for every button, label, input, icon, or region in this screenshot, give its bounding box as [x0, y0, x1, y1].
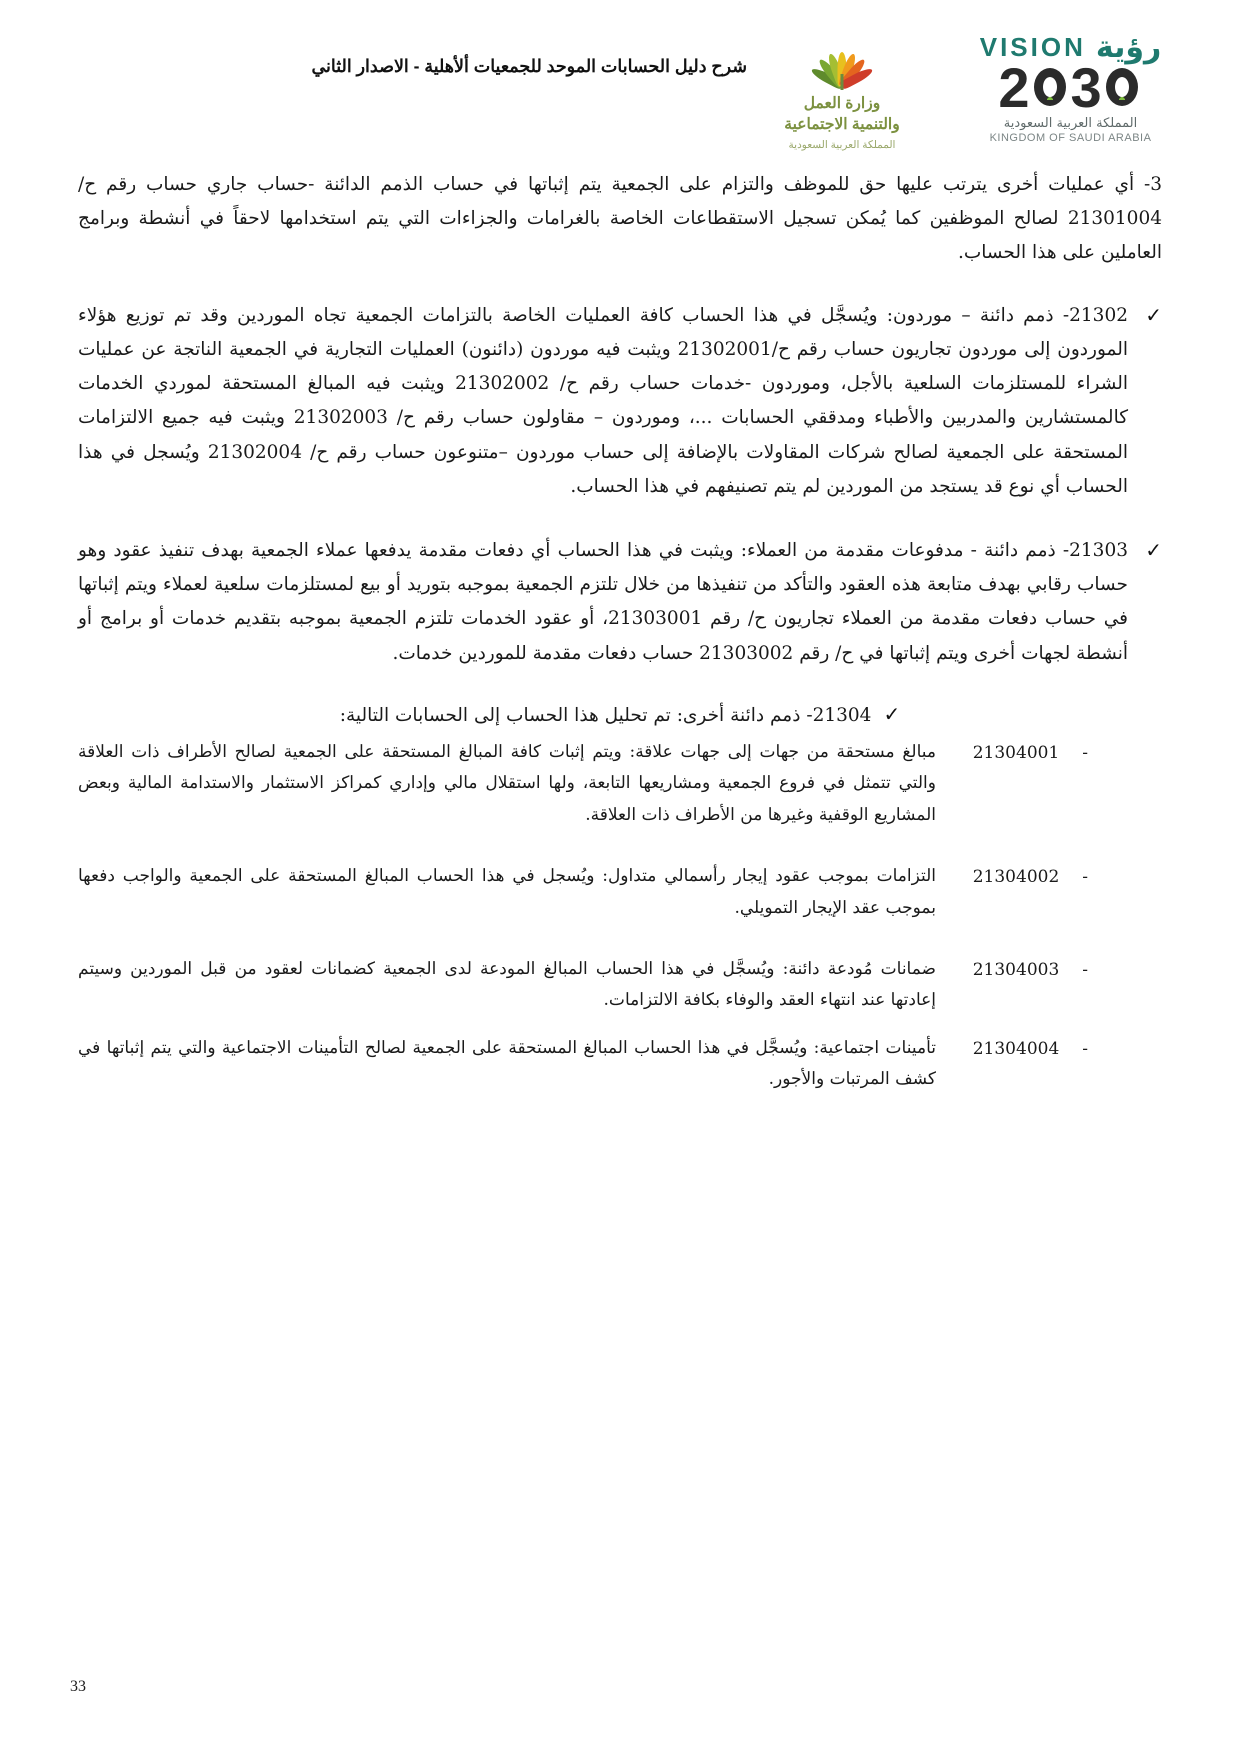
account-description: ضمانات مُودعة دائنة: ويُسجَّل في هذا الحساب المبالغ المودعة لدى الجمعية كضمانات لعقود من قبل الموردين وسيتم إعادتها عند انتهاء العقد والوفاء بكافة الالتزامات. — [78, 959, 936, 1011]
list-item — [78, 1033, 1162, 1096]
account-description: التزامات بموجب عقود إيجار رأسمالي متداول: ويُسجل في هذا الحساب المبالغ المستحقة على الجمعية والواجب دفعها بموجب عقد الإيجار التمويلي. — [78, 866, 936, 918]
page-header — [0, 0, 1240, 150]
list-dash: - — [1082, 1038, 1088, 1059]
list-item-text: 21302- ذمم دائنة – موردون: ويُسجَّل في هذا الحساب كافة العمليات الخاصة بالتزامات الجمعية تجاه الموردين وقد تم توزيع هؤلاء الموردون إلى موردون تجاريون حساب رقم ح/21302001 ويثبت فيه موردون (دائنون) العمليات التجارية في الجمعية الناتجة عن عمليات الشراء للمستلزمات السلعية بالأجل، وموردون -خدمات حساب رقم ح/ 21302002 ويثبت فيه المبالغ المستحقة لموردي الخدمات كالمستشارين والمدربين والأطباء ومدققي الحسابات ...، وموردون – مقاولون حساب رقم ح/ 21302003 ويثبت فيه جميع الالتزامات المستحقة على الجمعية لصالح شركات المقاولات بالإضافة إلى حساب موردون –متنوعون حساب رقم ح/ 21302004 ويُسجل في هذا الحساب أي نوع قد يستجد من الموردين لم يتم تصنيفهم في هذا الحساب. — [78, 304, 1129, 497]
ministry-subtitle: المملكة العربية السعودية — [788, 138, 896, 151]
vision-word-ar: رؤية — [1095, 30, 1162, 65]
list-item — [78, 861, 1162, 924]
list-item-text: 21303- ذمم دائنة - مدفوعات مقدمة من العملاء: ويثبت في هذا الحساب أي دفعات مقدمة يدفعها عملاء الجمعية بهدف تنفيذ عقود وهو حساب رقابي بهدف متابعة هذه العقود والتأكد من تنفيذها من خلال تلتزم الجمعية بموجبه بتوريد أو بيع لمستلزمات سلعية لعملاء ويتم إثباتها في حساب دفعات مقدمة من العملاء تجاريون ح/ رقم 21303001، أو عقود الخدمات تلتزم الجمعية بموجبه بتقديم خدمات أو برامج أو أنشطة لجهات أخرى ويتم إثباتها في ح/ رقم 21303002 حساب دفعات مقدمة للموردين خدمات. — [78, 539, 1128, 664]
account-description: تأمينات اجتماعية: ويُسجَّل في هذا الحساب المبالغ المستحقة على الجمعية لصالح التأمينات الاجتماعية والتي يتم إثباتها في كشف المرتبات والأجور. — [78, 1037, 936, 1090]
header-logos — [747, 26, 1178, 151]
page-number: 33 — [70, 1678, 86, 1695]
account-code: 21304004 — [972, 1038, 1060, 1059]
sub-account-list — [78, 737, 1162, 1096]
list-item — [78, 954, 1162, 1017]
list-dash: - — [1082, 867, 1088, 888]
document-title: شرح دليل الحسابات الموحد للجمعيات ألأهلية - الاصدار الثاني — [311, 56, 747, 76]
vision-2030-logo — [963, 30, 1178, 144]
list-item — [78, 701, 1162, 727]
palm-mark-icon — [806, 30, 878, 90]
document-body — [0, 150, 1240, 1096]
list-item — [78, 534, 1162, 671]
list-item — [78, 299, 1162, 504]
vision-number: 2 3 — [963, 61, 1178, 114]
list-dash: - — [1082, 960, 1088, 981]
vision-kingdom-en: KINGDOM OF SAUDI ARABIA — [989, 132, 1152, 145]
checkmark-icon: ✓ — [883, 701, 901, 726]
ministry-logo — [747, 30, 937, 151]
paragraph-item-3: 3- أي عمليات أخرى يترتب عليها حق للموظف والتزام على الجمعية يتم إثباتها في حساب الذمم الدائنة -حساب جاري حساب رقم ح/ 21301004 لصالح الموظفين كما يُمكن تسجيل الاستقطاعات الخاصة بالغرامات والجزاءات التي يتم استخدامها لاحقاً في أنشطة وبرامج العاملين على هذا الحساب. — [78, 174, 1162, 264]
ministry-name-line1: وزارة العمل — [803, 95, 881, 112]
ministry-name-line2: والتنمية الاجتماعية — [784, 115, 900, 133]
account-description: مبالغ مستحقة من جهات إلى جهات علاقة: ويتم إثبات كافة المبالغ المستحقة على الجمعية لصالح الأطراف ذات العلاقة والتي تتمثل في فروع الجمعية ومشاريعها التابعة، ولها استقلال مالي وإداري كمراكز الاستثمار والاستدامة المالية وبعض المشاريع الوقفية وغيرها من الأطراف ذات العلاقة. — [78, 741, 936, 825]
checkmark-icon: ✓ — [1145, 537, 1162, 562]
list-item-text: 21304- ذمم دائنة أخرى: تم تحليل هذا الحساب إلى الحسابات التالية: — [339, 704, 872, 726]
list-dash: - — [1082, 742, 1088, 763]
checkmark-icon: ✓ — [1145, 302, 1162, 327]
account-code: 21304003 — [972, 960, 1060, 981]
vision-word-en: VISION — [979, 32, 1086, 62]
vision-kingdom-ar: المملكة العربية السعودية — [1003, 116, 1138, 132]
account-code: 21304001 — [972, 742, 1060, 763]
account-code: 21304002 — [972, 867, 1060, 888]
list-item — [78, 737, 1162, 831]
